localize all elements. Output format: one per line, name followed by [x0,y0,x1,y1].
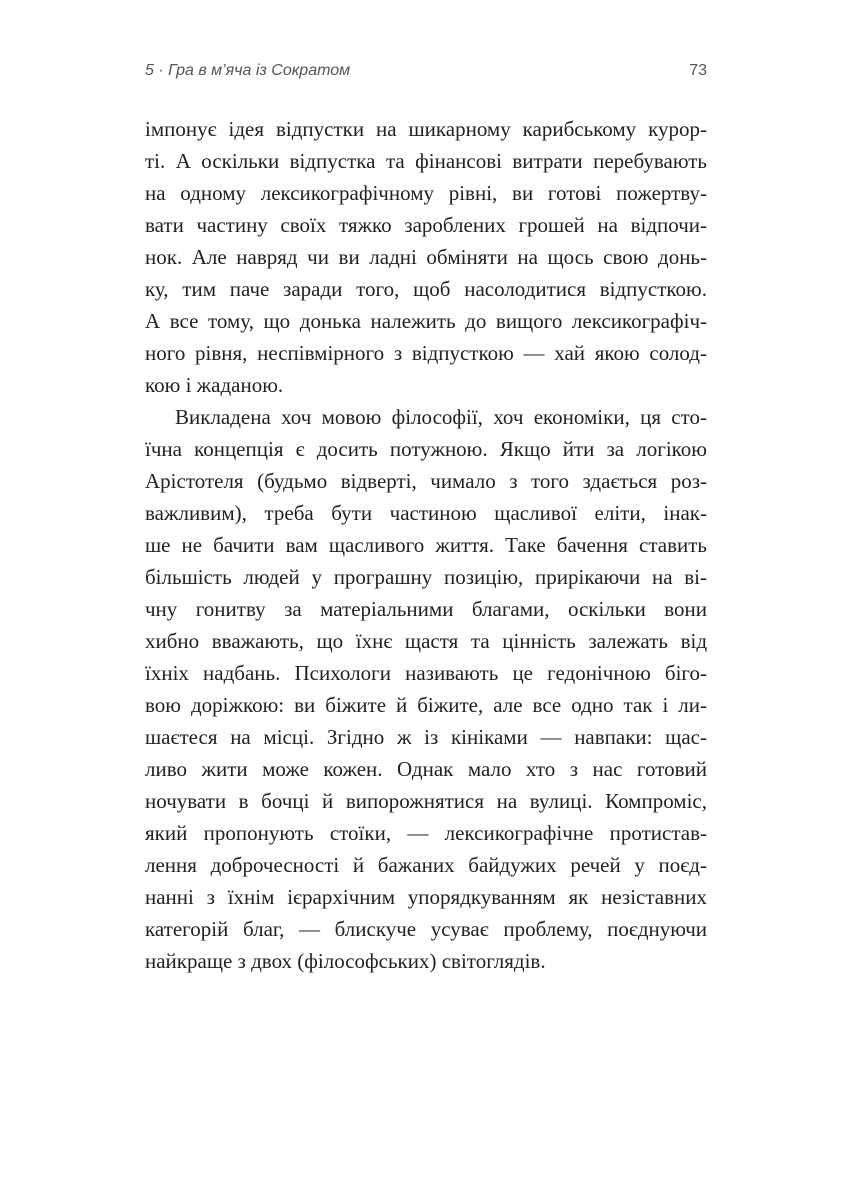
text-line: ного рівня, неспівмірного з відпусткою — хай якою солод- [145,341,707,365]
running-title: 5 · Гра в м’яча із Сократом [145,62,351,79]
text-line: на одному лексикографічному рівні, ви готові пожертву- [145,181,707,205]
text-line: ночувати в бочці й випорожнятися на вулиці. Компроміс, [145,789,707,813]
text-line: чну гонитву за матеріальними благами, оскільки вони [145,597,707,621]
page-number: 73 [689,62,707,79]
text-line: важливим), треба бути частиною щасливої еліти, інак- [145,501,707,525]
paragraph-2 [145,401,707,977]
text-line: А все тому, що донька належить до вищого лексикографіч- [145,309,707,333]
text-line: кою і жаданою. [145,373,284,397]
text-line: шаєтеся на місці. Згідно ж із кініками — навпаки: щас- [145,725,707,749]
text-line: який пропонують стоїки, — лексикографічне протистав- [145,821,707,845]
text-line: їчна концепція є досить потужною. Якщо йти за логікою [145,437,707,461]
text-line: імпонує ідея відпустки на шикарному карибському курор- [145,117,707,141]
text-line: хибно вважають, що їхнє щастя та цінність залежать від [145,629,707,653]
text-line: категорій благ, — блискуче усуває проблему, поєднуючи [145,917,707,941]
body-text [145,113,707,977]
text-line: ливо жити може кожен. Однак мало хто з нас готовий [145,757,707,781]
text-line: нок. Але навряд чи ви ладні обміняти на щось свою донь- [145,245,707,269]
text-line: нанні з їхнім ієрархічним упорядкуванням як незіставних [145,885,707,909]
text-line: лення доброчесності й бажаних байдужих речей у поєд- [145,853,707,877]
text-line: найкраще з двох (філософських) світоглядів. [145,949,546,973]
text-line: вати частину своїх тяжко зароблених грошей на відпочи- [145,213,707,237]
paragraph-1 [145,113,707,401]
text-line: ше не бачити вам щасливого життя. Таке бачення ставить [145,533,707,557]
text-line: Арістотеля (будьмо відверті, чимало з того здається роз- [145,469,707,493]
text-line: ті. А оскільки відпустка та фінансові витрати перебувають [145,149,707,173]
running-header [145,62,707,86]
text-line: вою доріжкою: ви біжите й біжите, але все одно так і ли- [145,693,707,717]
text-line: ку, тим паче заради того, щоб насолодитися відпусткою. [145,277,707,301]
text-line: більшість людей у програшну позицію, прирікаючи на ві- [145,565,707,589]
text-line: Викладена хоч мовою філософії, хоч економіки, ця сто- [175,405,707,429]
text-line: їхніх надбань. Психологи називають це гедонічною біго- [145,661,707,685]
